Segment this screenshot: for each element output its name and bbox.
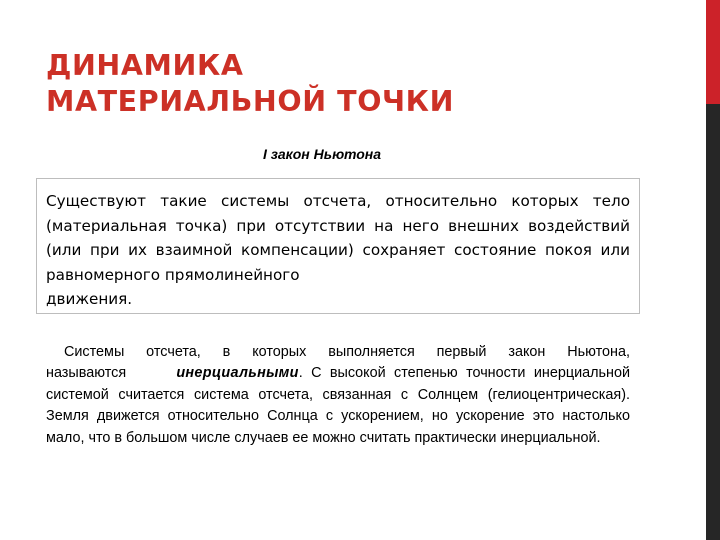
slide-title-line-1: ДИНАМИКА bbox=[46, 49, 244, 82]
law-statement-end: движения. bbox=[46, 290, 133, 308]
explanation-part-1: Системы отсчета, в которых выполняется первый закон Ньютона, называются bbox=[46, 344, 630, 382]
side-decor-accent bbox=[706, 0, 720, 104]
explanation-part-2: . С высокой степенью точности инерциальной системой считается система отсчета, связанная с Солнцем (гелиоцентрическая). Земля движется относительно Солнца с ускорением, но ускорение это настолько мало, что в большом числе случаев ее можно считать практически инерциальной. bbox=[46, 365, 630, 446]
side-decor-bar bbox=[706, 0, 720, 540]
law-subtitle: I закон Ньютона bbox=[262, 146, 382, 162]
law-statement-box bbox=[36, 178, 640, 314]
law-statement-text: Существуют такие системы отсчета, относительно которых тело (материальная точка) при отсутствии на него внешних воздействий (или при их взаимной компенсации) сохраняет состояние покоя или равномерного прямолинейного bbox=[46, 192, 630, 284]
explanation-emphasis: инерциальными bbox=[176, 365, 299, 382]
slide-title bbox=[46, 48, 454, 120]
slide-title-line-2: МАТЕРИАЛЬНОЙ ТОЧКИ bbox=[46, 85, 455, 118]
explanation-paragraph bbox=[46, 342, 630, 449]
